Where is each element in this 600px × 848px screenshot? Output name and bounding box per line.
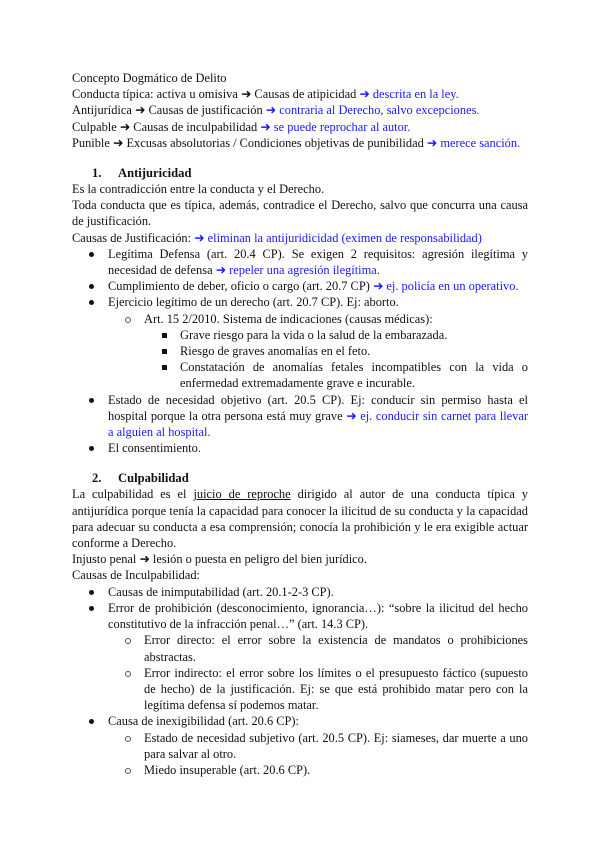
intro-text: Conducta típica: activa u omisiva ➜ Causas de atipicidad <box>72 87 360 102</box>
intro-note: ➜ merece sanción. <box>426 135 521 150</box>
sub-list-item: Estado de necesidad subjetivo (art. 20.5 CP). Ej: siameses, dar muerte a uno para salvar al otro. <box>72 730 528 762</box>
intro-line <box>72 119 528 135</box>
section-title: Culpabilidad <box>118 471 189 486</box>
intro-note: ➜ descrita en la ley. <box>359 87 459 102</box>
intro-line <box>72 102 528 118</box>
item-text: Cumplimiento de deber, oficio o cargo (art. 20.7 CP) <box>108 279 373 294</box>
intro-line <box>72 86 528 102</box>
section-heading-antijuricidad <box>72 165 528 181</box>
section-heading-culpabilidad <box>72 470 528 486</box>
item-text: Estado de necesidad objetivo (art. 20.5 CP). Ej: conducir sin permiso hasta el hospital porque la otra persona está muy grave <box>108 392 528 423</box>
text: La culpabilidad es el <box>72 487 194 502</box>
sub-list-item: Error indirecto: el error sobre los límites o el presupuesto fáctico (supuesto de hecho) de la justificación. Ej: se que está prohibido matar pero con la legítima defensa sí podemos matar. <box>72 665 528 714</box>
list-item <box>72 294 528 310</box>
list-item <box>72 246 528 278</box>
sub-sub-list-item: Riesgo de graves anomalías en el feto. <box>72 343 528 359</box>
section-number: 1. <box>92 166 102 181</box>
paragraph <box>72 486 528 551</box>
intro-note: ➜ contraria al Derecho, salvo excepciones. <box>265 103 480 118</box>
sub-list-item: Error directo: el error sobre la existencia de mandatos o prohibiciones abstractas. <box>72 632 528 664</box>
item-note: ➜ ej. conducir sin carnet para llevar a alguien al hospital. <box>108 408 528 440</box>
list-item <box>72 440 528 456</box>
intro-text: Punible ➜ Excusas absolutorias / Condiciones objetivas de punibilidad <box>72 135 427 150</box>
label-text: Causas de Justificación: <box>72 230 195 245</box>
intro-line <box>72 135 528 151</box>
sub-sub-list-item: Grave riesgo para la vida o la salud de la embarazada. <box>72 327 528 343</box>
inculpability-list <box>72 584 528 778</box>
paragraph: Toda conducta que es típica, además, contradice el Derecho, salvo que concurra una causa de justificación. <box>72 198 528 229</box>
text: dirigido al autor de una conducta típica y antijurídica porque tenía la capacidad para conocer la ilicitud de su conducta y la capacidad para adecuar su conducta a esa comprensión; conocía la prohibición y le era exigible actuar conforme a Derecho. <box>72 487 528 551</box>
intro-note: ➜ se puede reprochar al autor. <box>260 119 411 134</box>
item-note: ➜ repeler una agresión ilegítima. <box>215 263 380 278</box>
sub-list-item <box>72 311 528 327</box>
item-text: El consentimiento. <box>108 441 201 456</box>
underlined-term: juicio de reproche <box>193 487 291 502</box>
item-note: ➜ ej. policía en un operativo. <box>372 279 519 294</box>
list-item: Causas de inimputabilidad (art. 20.1-2-3 CP). <box>72 584 528 600</box>
label-note: ➜ eliminan la antijuridicidad (eximen de responsabilidad) <box>194 230 482 245</box>
list-item: Error de prohibición (desconocimiento, ignorancia…): “sobre la ilicitud del hecho constitutivo de la infracción penal…” (art. 14.3 CP). <box>72 600 528 632</box>
document-page <box>72 70 528 778</box>
item-text: Legítima Defensa (art. 20.4 CP). Se exigen 2 requisitos: agresión ilegítima y necesidad de defensa <box>108 246 528 278</box>
sub-list-item: Miedo insuperable (art. 20.6 CP). <box>72 762 528 778</box>
list-item: Causa de inexigibilidad (art. 20.6 CP): <box>72 713 528 729</box>
item-text: Art. 15 2/2010. Sistema de indicaciones (causas médicas): <box>144 311 433 326</box>
causes-label: Causas de Inculpabilidad: <box>72 568 201 583</box>
list-item <box>72 392 528 441</box>
sub-sub-list-item: Constatación de anomalías fetales incompatibles con la vida o enfermedad extremadamente grave e incurable. <box>72 359 528 391</box>
document-title: Concepto Dogmático de Delito <box>72 71 227 85</box>
paragraph: Es la contradicción entre la conducta y el Derecho. <box>72 182 325 197</box>
intro-text: Antijurídica ➜ Causas de justificación <box>72 103 266 118</box>
causes-label <box>72 230 528 246</box>
paragraph: Injusto penal ➜ lesión o puesta en peligro del bien jurídico. <box>72 552 367 567</box>
section-number: 2. <box>92 471 102 486</box>
list-item <box>72 278 528 294</box>
item-text: Ejercicio legítimo de un derecho (art. 20.7 CP). Ej: aborto. <box>108 295 399 310</box>
justification-list <box>72 246 528 457</box>
intro-text: Culpable ➜ Causas de inculpabilidad <box>72 119 261 134</box>
section-title: Antijuricidad <box>118 166 192 181</box>
